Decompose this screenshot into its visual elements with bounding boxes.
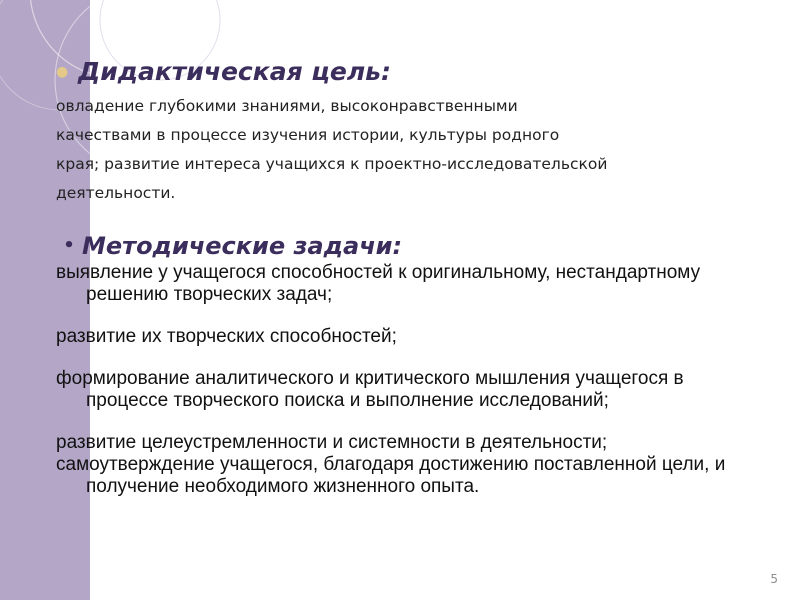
task-item: развитие целеустремленности и системности в деятельности; xyxy=(56,432,608,453)
task-item: самоутверждение учащегося, благодаря достижению поставленной цели, и получение необходимого жизненного опыта. xyxy=(56,454,726,497)
bullet-icon: ● xyxy=(56,64,69,80)
didactic-goal-title: Дидактическая цель: xyxy=(78,57,391,86)
content xyxy=(56,52,756,498)
methodical-tasks-title: Методические задачи: xyxy=(82,232,403,260)
task-item: формирование аналитического и критического мышления учащегося в процессе творческого поиска и выполнение исследований; xyxy=(56,368,684,411)
task-item: развитие их творческих способностей; xyxy=(56,326,397,347)
methodical-tasks-heading xyxy=(56,230,756,262)
task-item: выявление у учащегося способностей к оригинальному, нестандартному решению творческих задач; xyxy=(56,262,701,305)
didactic-goal-heading xyxy=(56,52,756,92)
didactic-goal-text: овладение глубокими знаниями, высоконравственными качествами в процессе изучения истории, культуры родного края; развитие интереса учащихся к проектно-исследовательской деятельности. xyxy=(56,97,608,202)
bullet-icon: • xyxy=(63,235,75,256)
page-number: 5 xyxy=(770,572,778,586)
